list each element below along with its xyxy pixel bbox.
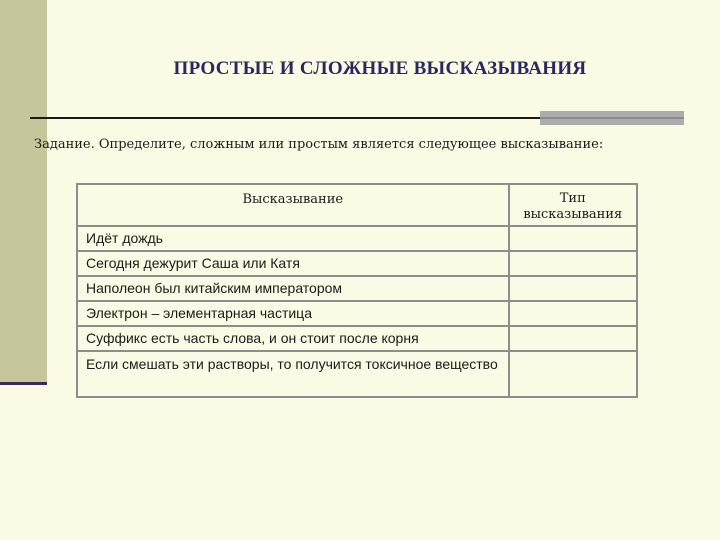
type-cell[interactable] — [509, 301, 637, 326]
type-cell[interactable] — [509, 276, 637, 301]
statement-cell: Если смешать эти растворы, то получится токсичное вещество — [77, 351, 509, 397]
decorative-left-bar — [0, 0, 47, 382]
type-cell[interactable] — [509, 226, 637, 251]
statement-cell: Идёт дождь — [77, 226, 509, 251]
title-divider-block — [540, 111, 684, 125]
table-row — [77, 301, 637, 326]
table-row — [77, 351, 637, 397]
table-header-row — [77, 184, 637, 226]
type-cell[interactable] — [509, 251, 637, 276]
table-row — [77, 326, 637, 351]
type-cell[interactable] — [509, 326, 637, 351]
slide-title: ПРОСТЫЕ И СЛОЖНЫЕ ВЫСКАЗЫВАНИЯ — [173, 58, 587, 79]
statement-cell: Наполеон был китайским императором — [77, 276, 509, 301]
statement-cell: Сегодня дежурит Саша или Катя — [77, 251, 509, 276]
statement-cell: Электрон – элементарная частица — [77, 301, 509, 326]
header-type: Тип высказывания — [509, 184, 637, 226]
task-instruction: Задание. Определите, сложным или простым является следующее высказывание: — [34, 137, 604, 152]
table-row — [77, 251, 637, 276]
table-row — [77, 276, 637, 301]
type-cell[interactable] — [509, 351, 637, 397]
decorative-left-bar-accent — [0, 382, 47, 385]
title-divider-line — [30, 117, 540, 119]
statements-table — [76, 183, 638, 398]
table-row — [77, 226, 637, 251]
header-statement: Высказывание — [77, 184, 509, 226]
statement-cell: Суффикс есть часть слова, и он стоит после корня — [77, 326, 509, 351]
